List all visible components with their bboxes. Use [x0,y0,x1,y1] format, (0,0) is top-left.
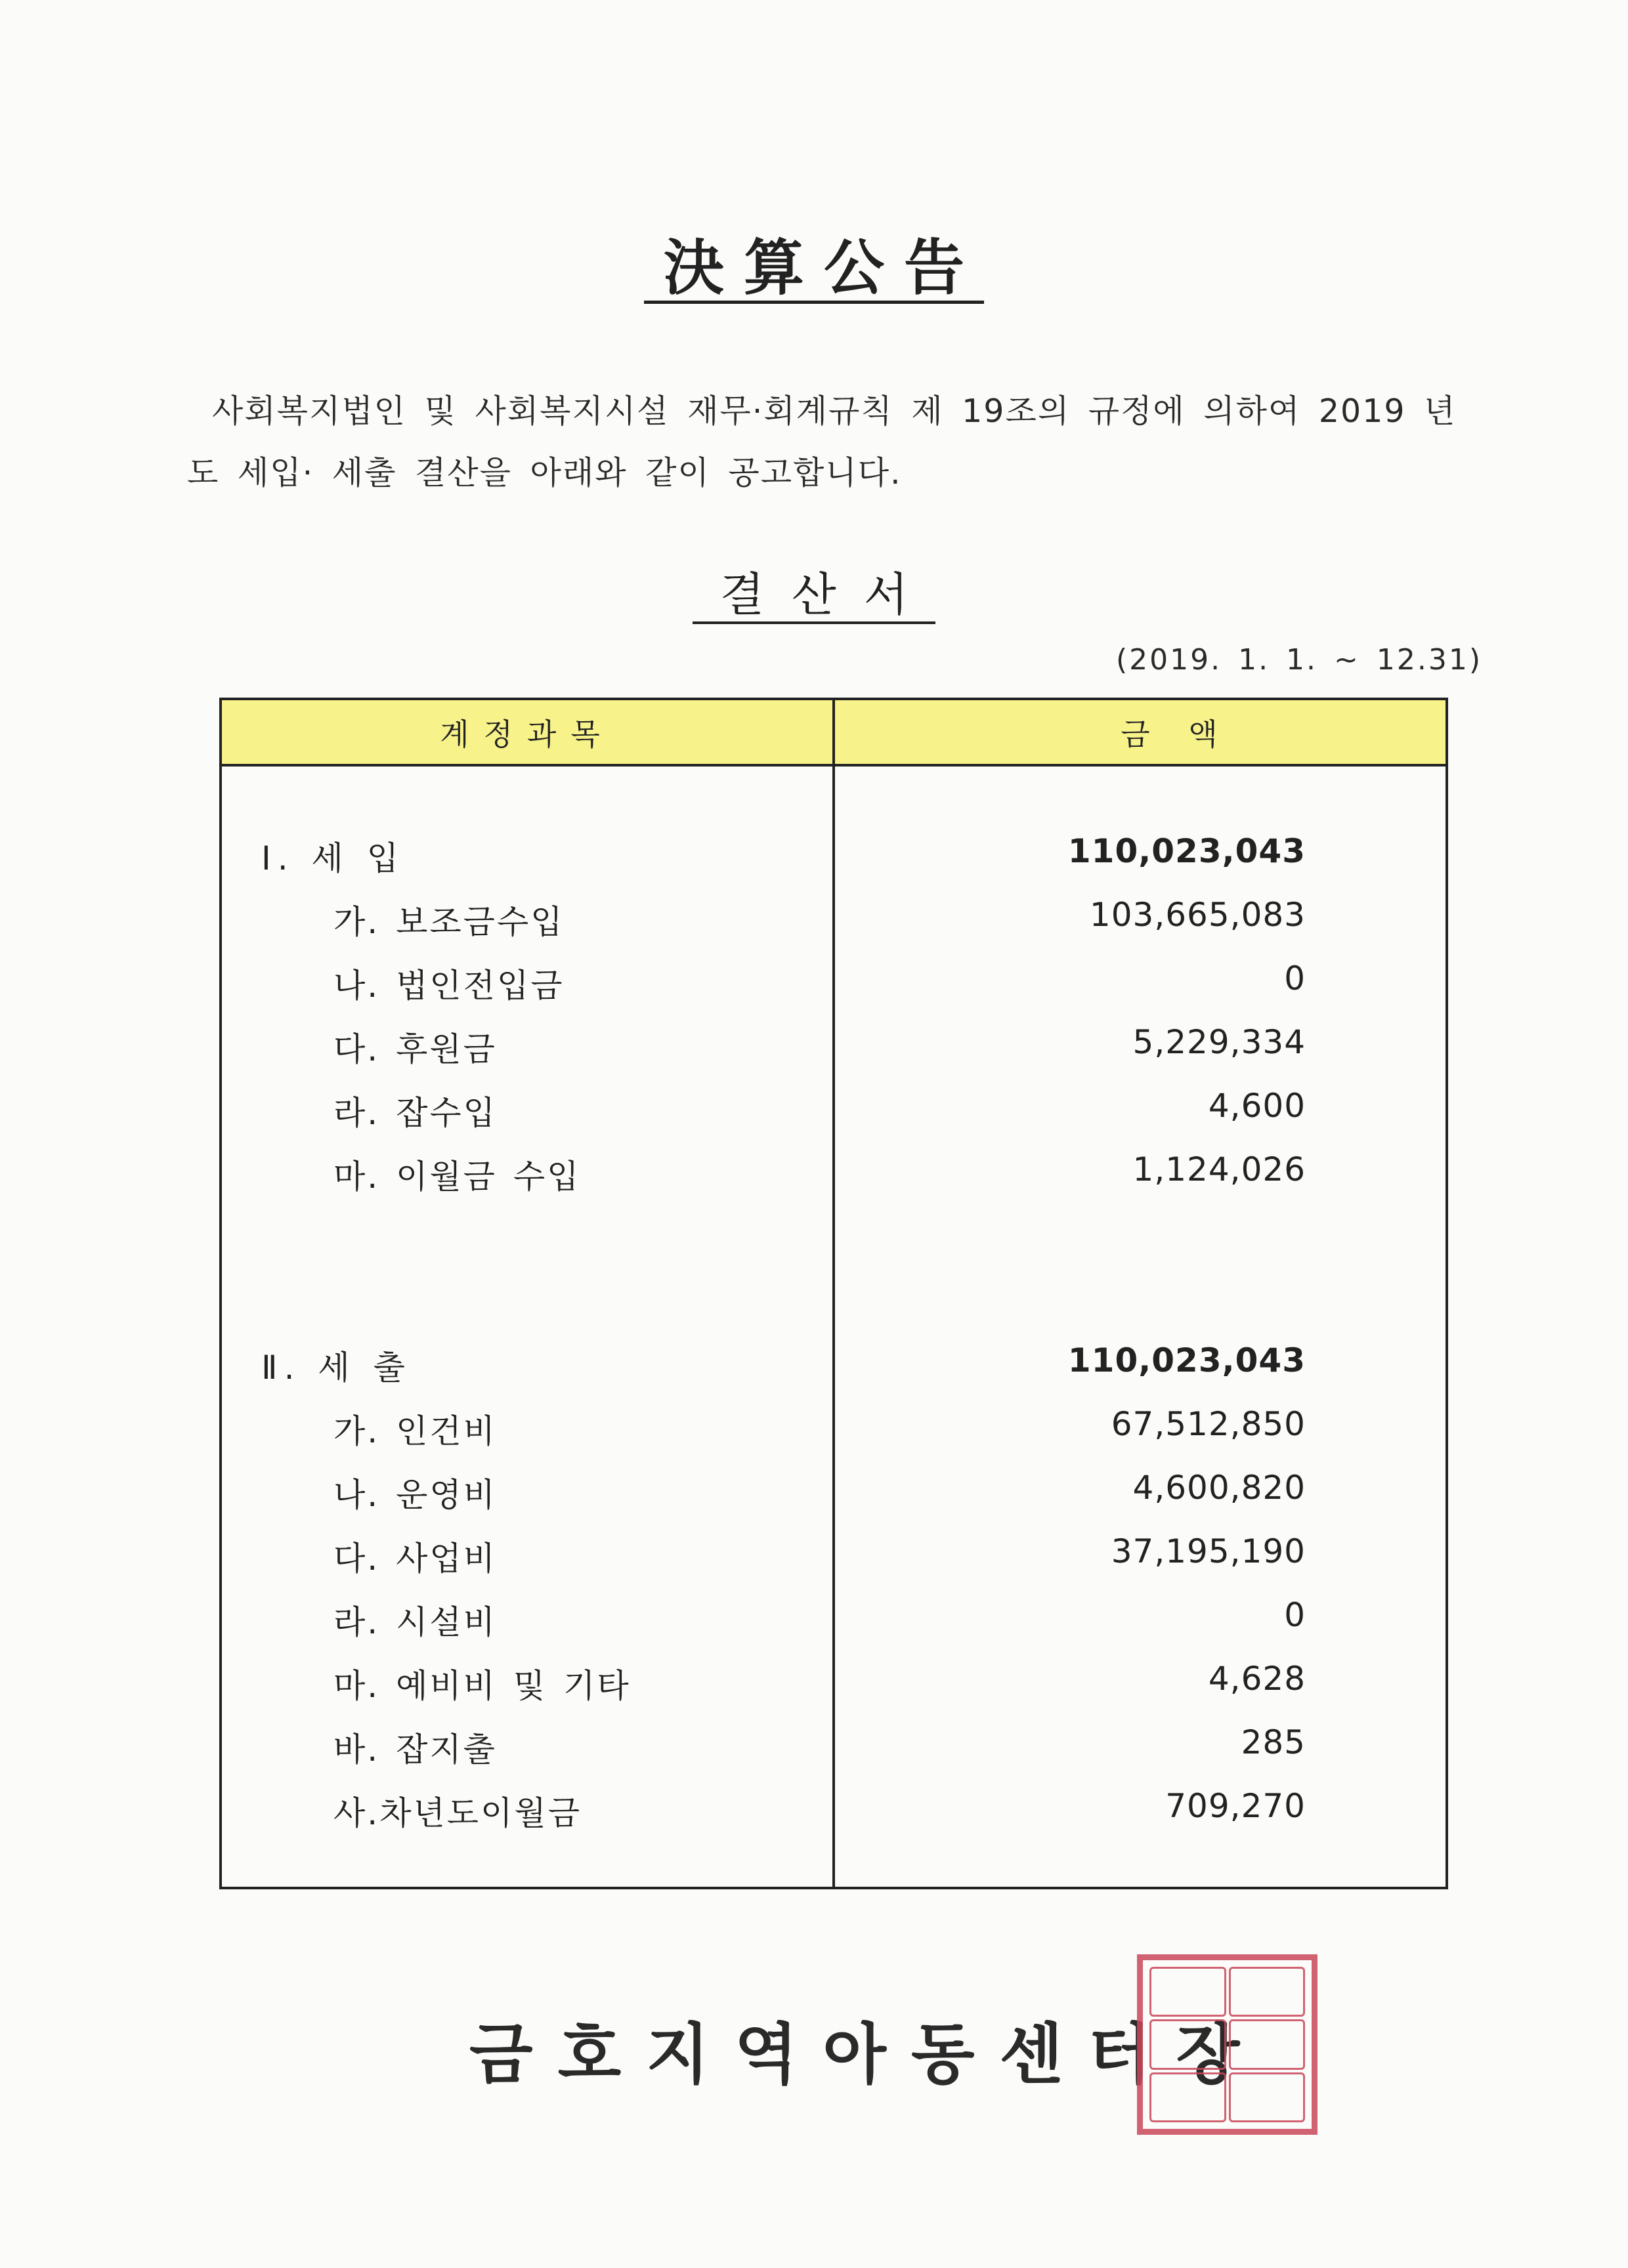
row-account: 다. 사업비 [333,1540,497,1578]
issuer-signature: 금호지역아동센터장 [469,2016,1265,2093]
table-row [222,1150,1446,1214]
seal-glyph [1229,1967,1306,2017]
row-account: 다. 후원금 [333,1030,497,1068]
row-amount: 4,600 [1208,1087,1306,1125]
row-amount: 103,665,083 [1089,896,1306,934]
table-row [222,959,1446,1023]
header-amount: 금 액 [1121,716,1232,752]
row-account: 사.차년도이월금 [333,1794,582,1832]
row-account: Ⅰ. 세 입 [261,839,406,877]
row-account: Ⅱ. 세 출 [261,1349,412,1387]
row-amount: 110,023,043 [1067,1341,1306,1379]
row-account: 바. 잡지출 [333,1731,497,1769]
row-account: 라. 시설비 [333,1603,497,1641]
document-title: 決算公告 [0,233,1628,304]
row-account: 마. 이월금 수입 [333,1158,581,1196]
fiscal-period: (2019. 1. 1. ~ 12.31) [1115,643,1482,677]
table-row [222,1532,1446,1596]
table-row [222,1723,1446,1787]
row-amount: 37,195,190 [1111,1532,1306,1570]
row-amount: 1,124,026 [1132,1150,1306,1188]
row-amount: 285 [1241,1723,1306,1761]
table-row [222,896,1446,959]
seal-glyph [1229,2019,1306,2069]
statement-subtitle: 결산서 [0,568,1628,624]
settlement-table [219,698,1448,1889]
seal-glyph [1149,1967,1226,2017]
row-amount: 110,023,043 [1067,832,1306,870]
row-account: 마. 예비비 및 기타 [333,1667,631,1705]
row-account: 나. 법인전입금 [333,967,565,1005]
row-amount: 709,270 [1165,1787,1306,1825]
row-amount: 5,229,334 [1132,1023,1306,1061]
table-row [222,1023,1446,1087]
table-row [222,1087,1446,1150]
table-header [222,700,1446,766]
seal-glyph [1149,2019,1226,2069]
row-amount: 0 [1284,1596,1306,1634]
row-account: 가. 인건비 [333,1412,497,1450]
row-amount: 67,512,850 [1111,1405,1306,1443]
seal-glyph [1229,2072,1306,2122]
table-row-expenditure-total [222,1341,1446,1405]
official-seal [1137,1954,1317,2135]
row-account: 라. 잡수입 [333,1094,497,1132]
table-row [222,1660,1446,1723]
table-row [222,1469,1446,1532]
row-amount: 4,600,820 [1132,1469,1306,1507]
table-body [222,766,1446,1887]
row-amount: 4,628 [1208,1660,1306,1698]
intro-paragraph: 사회복지법인 및 사회복지시설 재무·회계규칙 제 19조의 규정에 의하여 2019 년도 세입· 세출 결산을 아래와 같이 공고합니다. [187,392,1457,492]
row-account: 나. 운영비 [333,1476,497,1514]
table-row [222,1405,1446,1469]
table-row [222,1596,1446,1660]
row-account: 가. 보조금수입 [333,903,565,941]
header-account: 계정과목 [222,700,835,764]
table-row-revenue-total [222,832,1446,896]
row-amount: 0 [1284,959,1306,998]
seal-glyph [1149,2072,1226,2122]
table-row [222,1787,1446,1851]
